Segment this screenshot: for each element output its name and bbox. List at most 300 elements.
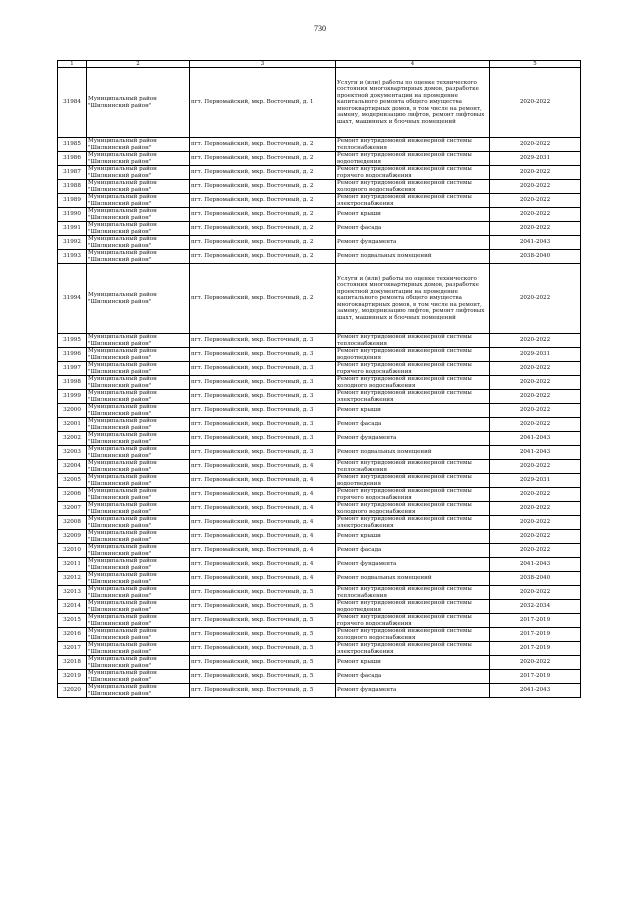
district-cell (87, 446, 190, 460)
address-cell: пгт. Первомайский, мкр. Восточный, д. 5 (190, 614, 336, 628)
period-cell: 2020-2022 (490, 208, 581, 222)
district-name: Муниципальный район (88, 656, 157, 663)
district-name: Муниципальный район (88, 222, 157, 229)
district-cell (87, 656, 190, 670)
work-type-cell: Ремонт крыши (336, 656, 490, 670)
work-type-cell: Ремонт внутридомовой инженерной системы электроснабжения (336, 194, 490, 208)
table-row (58, 418, 581, 432)
district-cell (87, 432, 190, 446)
table-row (58, 642, 581, 656)
district-quoted-name: "Шилкинский район" (88, 158, 152, 165)
period-cell: 2020-2022 (490, 390, 581, 404)
table-row (58, 600, 581, 614)
period-cell: 2038-2040 (490, 250, 581, 264)
row-number-cell: 32007 (58, 502, 87, 516)
period-cell: 2020-2022 (490, 586, 581, 600)
address-cell: пгт. Первомайский, мкр. Восточный, д. 5 (190, 600, 336, 614)
row-number-cell: 32012 (58, 572, 87, 586)
address-cell: пгт. Первомайский, мкр. Восточный, д. 3 (190, 362, 336, 376)
work-type-cell: Ремонт внутридомовой инженерной системы электроснабжения (336, 390, 490, 404)
work-type-cell: Ремонт внутридомовой инженерной системы теплоснабжения (336, 138, 490, 152)
work-type-cell: Ремонт фундамента (336, 558, 490, 572)
period-cell: 2020-2022 (490, 264, 581, 334)
district-quoted-name: "Шилкинский район" (88, 340, 152, 347)
district-quoted-name: "Шилкинский район" (88, 214, 152, 221)
district-cell (87, 152, 190, 166)
district-quoted-name: "Шилкинский район" (88, 228, 152, 235)
district-cell (87, 460, 190, 474)
table-row (58, 390, 581, 404)
address-cell: пгт. Первомайский, мкр. Восточный, д. 5 (190, 684, 336, 698)
period-cell: 2020-2022 (490, 180, 581, 194)
district-name: Муниципальный район (88, 460, 157, 467)
district-cell (87, 166, 190, 180)
period-cell: 2029-2031 (490, 348, 581, 362)
row-number-cell: 31984 (58, 68, 87, 138)
column-header-2: 2 (87, 61, 190, 68)
district-quoted-name: "Шилкинский район" (88, 424, 152, 431)
district-name: Муниципальный район (88, 348, 157, 355)
row-number-cell: 32003 (58, 446, 87, 460)
table-row (58, 432, 581, 446)
row-number-cell: 31989 (58, 194, 87, 208)
column-header-3: 3 (190, 61, 336, 68)
district-cell (87, 474, 190, 488)
period-cell: 2020-2022 (490, 460, 581, 474)
district-name: Муниципальный район (88, 586, 157, 593)
address-cell: пгт. Первомайский, мкр. Восточный, д. 2 (190, 208, 336, 222)
period-cell: 2020-2022 (490, 138, 581, 152)
district-name: Муниципальный район (88, 600, 157, 607)
district-cell (87, 586, 190, 600)
row-number-cell: 32005 (58, 474, 87, 488)
district-cell (87, 222, 190, 236)
address-cell: пгт. Первомайский, мкр. Восточный, д. 2 (190, 264, 336, 334)
district-name: Муниципальный район (88, 544, 157, 551)
row-number-cell: 31985 (58, 138, 87, 152)
work-type-cell: Ремонт подвальных помещений (336, 446, 490, 460)
district-quoted-name: "Шилкинский район" (88, 592, 152, 599)
period-cell: 2020-2022 (490, 516, 581, 530)
column-header-5: 5 (490, 61, 581, 68)
district-quoted-name: "Шилкинский район" (88, 368, 152, 375)
row-number-cell: 32000 (58, 404, 87, 418)
table-row (58, 138, 581, 152)
work-type-cell: Ремонт внутридомовой инженерной системы водоотведения (336, 152, 490, 166)
row-number-cell: 31988 (58, 180, 87, 194)
district-quoted-name: "Шилкинский район" (88, 550, 152, 557)
period-cell: 2020-2022 (490, 68, 581, 138)
address-cell: пгт. Первомайский, мкр. Восточный, д. 4 (190, 516, 336, 530)
district-quoted-name: "Шилкинский район" (88, 186, 152, 193)
address-cell: пгт. Первомайский, мкр. Восточный, д. 3 (190, 390, 336, 404)
district-name: Муниципальный район (88, 530, 157, 537)
table-row (58, 208, 581, 222)
district-cell (87, 362, 190, 376)
work-type-cell: Ремонт подвальных помещений (336, 250, 490, 264)
period-cell: 2020-2022 (490, 656, 581, 670)
work-type-cell: Ремонт внутридомовой инженерной системы горячего водоснабжения (336, 166, 490, 180)
table-row (58, 222, 581, 236)
address-cell: пгт. Первомайский, мкр. Восточный, д. 4 (190, 474, 336, 488)
table-body (58, 68, 581, 698)
row-number-cell: 31990 (58, 208, 87, 222)
period-cell: 2041-2043 (490, 236, 581, 250)
table-header-row (58, 61, 581, 68)
period-cell: 2017-2019 (490, 670, 581, 684)
work-type-cell: Ремонт крыши (336, 530, 490, 544)
district-cell (87, 418, 190, 432)
row-number-cell: 31998 (58, 376, 87, 390)
district-quoted-name: "Шилкинский район" (88, 172, 152, 179)
district-quoted-name: "Шилкинский район" (88, 256, 152, 263)
repair-schedule-table (57, 60, 581, 698)
district-cell (87, 390, 190, 404)
district-quoted-name: "Шилкинский район" (88, 564, 152, 571)
row-number-cell: 32001 (58, 418, 87, 432)
period-cell: 2020-2022 (490, 222, 581, 236)
district-cell (87, 264, 190, 334)
row-number-cell: 31991 (58, 222, 87, 236)
work-type-cell: Ремонт фасада (336, 418, 490, 432)
work-type-cell: Ремонт фундамента (336, 684, 490, 698)
address-cell: пгт. Первомайский, мкр. Восточный, д. 3 (190, 432, 336, 446)
district-quoted-name: "Шилкинский район" (88, 144, 152, 151)
table-row (58, 530, 581, 544)
period-cell: 2029-2031 (490, 474, 581, 488)
work-type-cell: Ремонт внутридомовой инженерной системы холодного водоснабжения (336, 628, 490, 642)
district-name: Муниципальный район (88, 96, 157, 103)
period-cell: 2020-2022 (490, 502, 581, 516)
district-name: Муниципальный район (88, 614, 157, 621)
period-cell: 2020-2022 (490, 418, 581, 432)
table-row (58, 404, 581, 418)
row-number-cell: 31999 (58, 390, 87, 404)
district-name: Муниципальный район (88, 628, 157, 635)
table-row (58, 516, 581, 530)
district-quoted-name: "Шилкинский район" (88, 676, 152, 683)
work-type-cell: Ремонт внутридомовой инженерной системы электроснабжения (336, 516, 490, 530)
district-cell (87, 684, 190, 698)
district-quoted-name: "Шилкинский район" (88, 634, 152, 641)
district-cell (87, 348, 190, 362)
address-cell: пгт. Первомайский, мкр. Восточный, д. 2 (190, 222, 336, 236)
district-name: Муниципальный район (88, 390, 157, 397)
table-row (58, 68, 581, 138)
district-name: Муниципальный район (88, 376, 157, 383)
row-number-cell: 31992 (58, 236, 87, 250)
address-cell: пгт. Первомайский, мкр. Восточный, д. 3 (190, 418, 336, 432)
district-name: Муниципальный район (88, 502, 157, 509)
district-quoted-name: "Шилкинский район" (88, 452, 152, 459)
table-row (58, 558, 581, 572)
district-name: Муниципальный район (88, 432, 157, 439)
work-type-cell: Ремонт фасада (336, 670, 490, 684)
district-name: Муниципальный район (88, 334, 157, 341)
district-name: Муниципальный район (88, 572, 157, 579)
period-cell: 2041-2043 (490, 684, 581, 698)
district-quoted-name: "Шилкинский район" (88, 438, 152, 445)
table-row (58, 236, 581, 250)
work-type-cell: Ремонт крыши (336, 208, 490, 222)
district-quoted-name: "Шилкинский район" (88, 410, 152, 417)
table-row (58, 572, 581, 586)
address-cell: пгт. Первомайский, мкр. Восточный, д. 4 (190, 502, 336, 516)
district-cell (87, 628, 190, 642)
address-cell: пгт. Первомайский, мкр. Восточный, д. 1 (190, 68, 336, 138)
district-name: Муниципальный район (88, 474, 157, 481)
district-name: Муниципальный район (88, 236, 157, 243)
work-type-cell: Ремонт внутридомовой инженерной системы теплоснабжения (336, 334, 490, 348)
address-cell: пгт. Первомайский, мкр. Восточный, д. 3 (190, 446, 336, 460)
district-name: Муниципальный район (88, 292, 157, 299)
work-type-cell: Ремонт подвальных помещений (336, 572, 490, 586)
district-cell (87, 236, 190, 250)
table-row (58, 180, 581, 194)
district-name: Муниципальный район (88, 404, 157, 411)
table-row (58, 474, 581, 488)
district-cell (87, 614, 190, 628)
address-cell: пгт. Первомайский, мкр. Восточный, д. 5 (190, 642, 336, 656)
table-row (58, 670, 581, 684)
work-type-cell: Ремонт фасада (336, 544, 490, 558)
table-row (58, 656, 581, 670)
district-quoted-name: "Шилкинский район" (88, 578, 152, 585)
address-cell: пгт. Первомайский, мкр. Восточный, д. 3 (190, 376, 336, 390)
district-name: Муниципальный район (88, 418, 157, 425)
work-type-cell: Ремонт внутридомовой инженерной системы водоотведения (336, 348, 490, 362)
work-type-cell: Ремонт внутридомовой инженерной системы электроснабжения (336, 642, 490, 656)
district-name: Муниципальный район (88, 642, 157, 649)
address-cell: пгт. Первомайский, мкр. Восточный, д. 4 (190, 544, 336, 558)
table-row (58, 614, 581, 628)
row-number-cell: 31997 (58, 362, 87, 376)
address-cell: пгт. Первомайский, мкр. Восточный, д. 3 (190, 334, 336, 348)
period-cell: 2041-2043 (490, 446, 581, 460)
district-cell (87, 334, 190, 348)
row-number-cell: 31986 (58, 152, 87, 166)
district-name: Муниципальный район (88, 684, 157, 691)
district-name: Муниципальный район (88, 558, 157, 565)
column-header-4: 4 (336, 61, 490, 68)
table-row (58, 194, 581, 208)
address-cell: пгт. Первомайский, мкр. Восточный, д. 3 (190, 404, 336, 418)
work-type-cell: Ремонт внутридомовой инженерной системы холодного водоснабжения (336, 376, 490, 390)
district-name: Муниципальный район (88, 250, 157, 257)
period-cell: 2029-2031 (490, 152, 581, 166)
table-row (58, 488, 581, 502)
district-name: Муниципальный район (88, 138, 157, 145)
district-quoted-name: "Шилкинский район" (88, 200, 152, 207)
period-cell: 2020-2022 (490, 530, 581, 544)
district-quoted-name: "Шилкинский район" (88, 690, 152, 697)
address-cell: пгт. Первомайский, мкр. Восточный, д. 2 (190, 236, 336, 250)
period-cell: 2020-2022 (490, 166, 581, 180)
address-cell: пгт. Первомайский, мкр. Восточный, д. 5 (190, 628, 336, 642)
table-row (58, 460, 581, 474)
address-cell: пгт. Первомайский, мкр. Восточный, д. 2 (190, 138, 336, 152)
work-type-cell: Ремонт внутридомовой инженерной системы холодного водоснабжения (336, 180, 490, 194)
row-number-cell: 32017 (58, 642, 87, 656)
district-name: Муниципальный район (88, 362, 157, 369)
period-cell: 2020-2022 (490, 362, 581, 376)
row-number-cell: 32010 (58, 544, 87, 558)
period-cell: 2020-2022 (490, 544, 581, 558)
work-type-cell: Услуги и (или) работы по оценке технического состояния многоквартирных домов, разработке проектной документации на проведение капитального ремонта общего имущества многоквартирных домов, в том числе на ремонт, замену, модернизацию лифтов, ремонт лифтовых шахт, машинных и блочных помещений (336, 68, 490, 138)
district-cell (87, 670, 190, 684)
district-name: Муниципальный район (88, 516, 157, 523)
district-cell (87, 404, 190, 418)
table-row (58, 166, 581, 180)
table-row (58, 502, 581, 516)
district-quoted-name: "Шилкинский район" (88, 606, 152, 613)
period-cell: 2041-2043 (490, 432, 581, 446)
table-row (58, 628, 581, 642)
district-quoted-name: "Шилкинский район" (88, 396, 152, 403)
table-row (58, 250, 581, 264)
address-cell: пгт. Первомайский, мкр. Восточный, д. 4 (190, 572, 336, 586)
district-cell (87, 558, 190, 572)
district-cell (87, 250, 190, 264)
address-cell: пгт. Первомайский, мкр. Восточный, д. 2 (190, 166, 336, 180)
row-number-cell: 31993 (58, 250, 87, 264)
period-cell: 2020-2022 (490, 334, 581, 348)
table-row (58, 544, 581, 558)
work-type-cell: Ремонт внутридомовой инженерной системы теплоснабжения (336, 586, 490, 600)
district-quoted-name: "Шилкинский район" (88, 522, 152, 529)
period-cell: 2020-2022 (490, 404, 581, 418)
district-name: Муниципальный район (88, 152, 157, 159)
address-cell: пгт. Первомайский, мкр. Восточный, д. 4 (190, 460, 336, 474)
table-row (58, 446, 581, 460)
district-quoted-name: "Шилкинский район" (88, 466, 152, 473)
district-cell (87, 530, 190, 544)
work-type-cell: Ремонт внутридомовой инженерной системы горячего водоснабжения (336, 488, 490, 502)
period-cell: 2017-2019 (490, 642, 581, 656)
work-type-cell: Ремонт внутридомовой инженерной системы холодного водоснабжения (336, 502, 490, 516)
table-row (58, 264, 581, 334)
row-number-cell: 32020 (58, 684, 87, 698)
address-cell: пгт. Первомайский, мкр. Восточный, д. 2 (190, 152, 336, 166)
address-cell: пгт. Первомайский, мкр. Восточный, д. 4 (190, 530, 336, 544)
district-cell (87, 194, 190, 208)
work-type-cell: Ремонт внутридомовой инженерной системы водоотведения (336, 600, 490, 614)
period-cell: 2017-2019 (490, 628, 581, 642)
row-number-cell: 32002 (58, 432, 87, 446)
district-cell (87, 138, 190, 152)
row-number-cell: 32004 (58, 460, 87, 474)
period-cell: 2032-2034 (490, 600, 581, 614)
district-name: Муниципальный район (88, 208, 157, 215)
table-row (58, 348, 581, 362)
table-row (58, 586, 581, 600)
table-row (58, 376, 581, 390)
period-cell: 2041-2043 (490, 558, 581, 572)
row-number-cell: 31987 (58, 166, 87, 180)
work-type-cell: Ремонт внутридомовой инженерной системы теплоснабжения (336, 460, 490, 474)
row-number-cell: 32015 (58, 614, 87, 628)
district-quoted-name: "Шилкинский район" (88, 382, 152, 389)
row-number-cell: 32008 (58, 516, 87, 530)
district-quoted-name: "Шилкинский район" (88, 536, 152, 543)
district-cell (87, 600, 190, 614)
district-quoted-name: "Шилкинский район" (88, 508, 152, 515)
work-type-cell: Ремонт фасада (336, 222, 490, 236)
district-quoted-name: "Шилкинский район" (88, 662, 152, 669)
column-header-1: 1 (58, 61, 87, 68)
period-cell: 2020-2022 (490, 488, 581, 502)
period-cell: 2038-2040 (490, 572, 581, 586)
district-cell (87, 68, 190, 138)
address-cell: пгт. Первомайский, мкр. Восточный, д. 5 (190, 670, 336, 684)
district-cell (87, 208, 190, 222)
district-quoted-name: "Шилкинский район" (88, 494, 152, 501)
address-cell: пгт. Первомайский, мкр. Восточный, д. 4 (190, 558, 336, 572)
row-number-cell: 32018 (58, 656, 87, 670)
district-quoted-name: "Шилкинский район" (88, 480, 152, 487)
row-number-cell: 31994 (58, 264, 87, 334)
row-number-cell: 32009 (58, 530, 87, 544)
row-number-cell: 32014 (58, 600, 87, 614)
district-quoted-name: "Шилкинский район" (88, 242, 152, 249)
district-cell (87, 488, 190, 502)
district-name: Муниципальный район (88, 194, 157, 201)
address-cell: пгт. Первомайский, мкр. Восточный, д. 5 (190, 656, 336, 670)
page-number: 730 (314, 24, 326, 33)
row-number-cell: 32013 (58, 586, 87, 600)
district-cell (87, 376, 190, 390)
district-name: Муниципальный район (88, 446, 157, 453)
table-row (58, 362, 581, 376)
work-type-cell: Ремонт внутридомовой инженерной системы горячего водоснабжения (336, 362, 490, 376)
address-cell: пгт. Первомайский, мкр. Восточный, д. 3 (190, 348, 336, 362)
district-cell (87, 516, 190, 530)
district-name: Муниципальный район (88, 670, 157, 677)
district-quoted-name: "Шилкинский район" (88, 620, 152, 627)
address-cell: пгт. Первомайский, мкр. Восточный, д. 5 (190, 586, 336, 600)
work-type-cell: Ремонт фундамента (336, 432, 490, 446)
district-name: Муниципальный район (88, 166, 157, 173)
table-row (58, 152, 581, 166)
district-cell (87, 502, 190, 516)
district-cell (87, 642, 190, 656)
work-type-cell: Ремонт фундамента (336, 236, 490, 250)
district-cell (87, 180, 190, 194)
row-number-cell: 31996 (58, 348, 87, 362)
district-name: Муниципальный район (88, 488, 157, 495)
period-cell: 2020-2022 (490, 376, 581, 390)
district-quoted-name: "Шилкинский район" (88, 102, 152, 109)
period-cell: 2020-2022 (490, 194, 581, 208)
district-cell (87, 572, 190, 586)
period-cell: 2017-2019 (490, 614, 581, 628)
row-number-cell: 32019 (58, 670, 87, 684)
address-cell: пгт. Первомайский, мкр. Восточный, д. 4 (190, 488, 336, 502)
work-type-cell: Ремонт внутридомовой инженерной системы водоотведения (336, 474, 490, 488)
row-number-cell: 32011 (58, 558, 87, 572)
work-type-cell: Ремонт внутридомовой инженерной системы горячего водоснабжения (336, 614, 490, 628)
district-name: Муниципальный район (88, 180, 157, 187)
district-quoted-name: "Шилкинский район" (88, 648, 152, 655)
row-number-cell: 32016 (58, 628, 87, 642)
row-number-cell: 32006 (58, 488, 87, 502)
district-quoted-name: "Шилкинский район" (88, 298, 152, 305)
address-cell: пгт. Первомайский, мкр. Восточный, д. 2 (190, 250, 336, 264)
row-number-cell: 31995 (58, 334, 87, 348)
district-cell (87, 544, 190, 558)
table-row (58, 334, 581, 348)
table-row (58, 684, 581, 698)
